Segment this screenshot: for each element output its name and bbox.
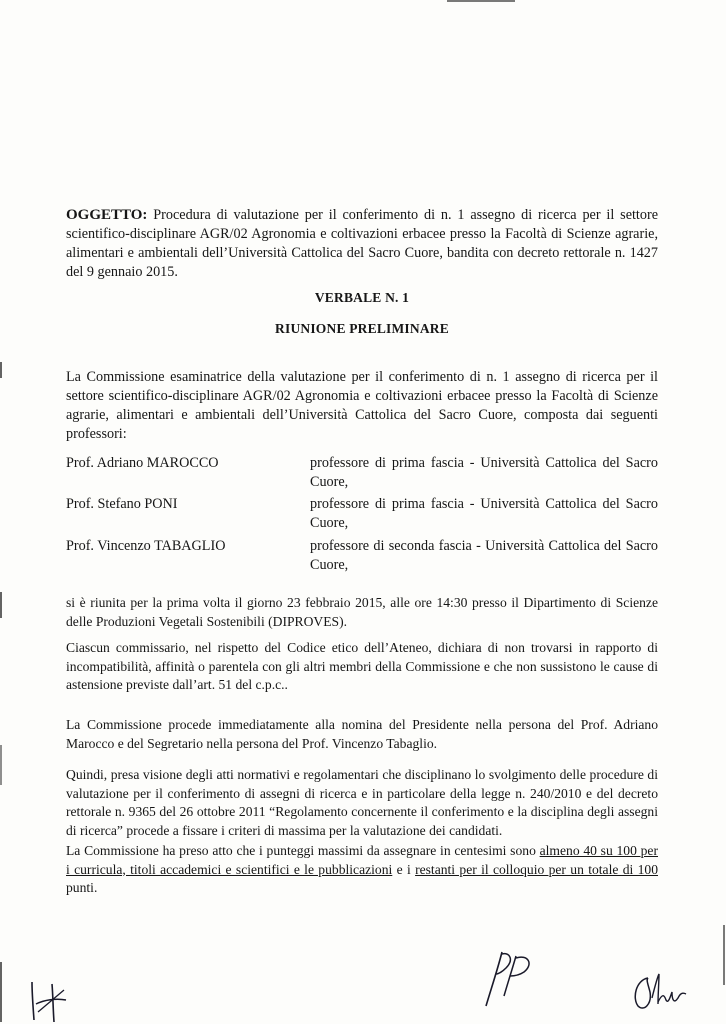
member-role: professore di seconda fascia - Università Cattolica del Sacro Cuore,	[310, 538, 658, 573]
scores-text-start: La Commissione ha preso atto che i punteggi massimi da assegnare in centesimi sono	[66, 843, 540, 858]
subject-label: OGGETTO:	[66, 207, 148, 223]
member-role: professore di prima fascia - Università Cattolica del Sacro Cuore,	[310, 455, 658, 490]
criteria-paragraph: Quindi, presa visione degli atti normativi e regolamentari che disciplinano lo svolgimento delle procedure di valutazione per il conferimento di assegni di ricerca e in particolare della legge n. 240/2010 e del decreto rettorale n. 9365 del 26 ottobre 2011 “Regolamento concernente il conferimento e la disciplina degli assegni di ricerca” procede a fissare i criteri di massima per la valutazione dei candidati.	[66, 767, 658, 838]
scan-mark-left-1	[0, 362, 2, 378]
subject-text: Procedura di valutazione per il conferimento di n. 1 assegno di ricerca per il settore scientifico-disciplinare AGR/02 Agronomia e coltivazioni erbacee presso la Facoltà di Scienze agrarie, alimentari e ambientali dell’Università Cattolica del Sacro Cuore, bandita con decreto rettorale n. 1427 del 9 gennaio 2015.	[66, 207, 658, 280]
member-role: professore di prima fascia - Università Cattolica del Sacro Cuore,	[310, 496, 658, 531]
document-heading: VERBALE N. 1	[314, 290, 410, 305]
scores-text-end: punti.	[66, 880, 98, 895]
scores-paragraph	[66, 842, 658, 898]
initials-signature-left	[22, 978, 70, 1024]
member-name: Prof. Stefano PONI	[66, 496, 178, 512]
document-subheading: RIUNIONE PRELIMINARE	[275, 321, 449, 336]
scores-underlined-interview: restanti per il colloquio per un totale di 100	[415, 861, 658, 877]
meeting-paragraph: si è riunita per la prima volta il giorno 23 febbraio 2015, alle ore 14:30 presso il Dipartimento di Scienze delle Produzioni Vegetali Sostenibili (DIPROVES).	[66, 595, 658, 629]
initials-signature-right	[626, 968, 696, 1018]
ethics-paragraph: Ciascun commissario, nel rispetto del Codice etico dell’Ateneo, dichiara di non trovarsi in rapporto di incompatibilità, affinità o parentela con gli altri membri della Commissione e che non sussistono le cause di astensione previste dall’art. 51 del c.p.c..	[66, 640, 658, 692]
member-name: Prof. Vincenzo TABAGLIO	[66, 538, 226, 554]
scan-mark-left-4	[0, 962, 2, 1022]
initials-signature-center	[480, 946, 542, 1010]
scores-underlined-criteria: almeno 40 su 100 per i curricula, titoli accademici e scientifici e le pubblicazioni	[66, 843, 658, 877]
nomination-paragraph: La Commissione procede immediatamente alla nomina del Presidente nella persona del Prof. Adriano Marocco e del Segretario nella persona del Prof. Vincenzo Tabaglio.	[66, 717, 658, 751]
subject-paragraph	[66, 206, 658, 282]
member-name: Prof. Adriano MAROCCO	[66, 455, 219, 471]
scan-mark-left-2	[0, 592, 2, 618]
intro-paragraph: La Commissione esaminatrice della valutazione per il conferimento di n. 1 assegno di ricerca per il settore scientifico-disciplinare AGR/02 Agronomia e coltivazioni erbacee presso la Facoltà di Scienze agrarie, alimentari e ambientali dell’Università Cattolica del Sacro Cuore, composta dai seguenti professori:	[66, 369, 658, 442]
scan-mark-left-3	[0, 745, 2, 785]
scan-mark-top	[447, 0, 515, 2]
scan-mark-right	[723, 925, 725, 985]
scores-text-mid: e i	[392, 861, 416, 877]
